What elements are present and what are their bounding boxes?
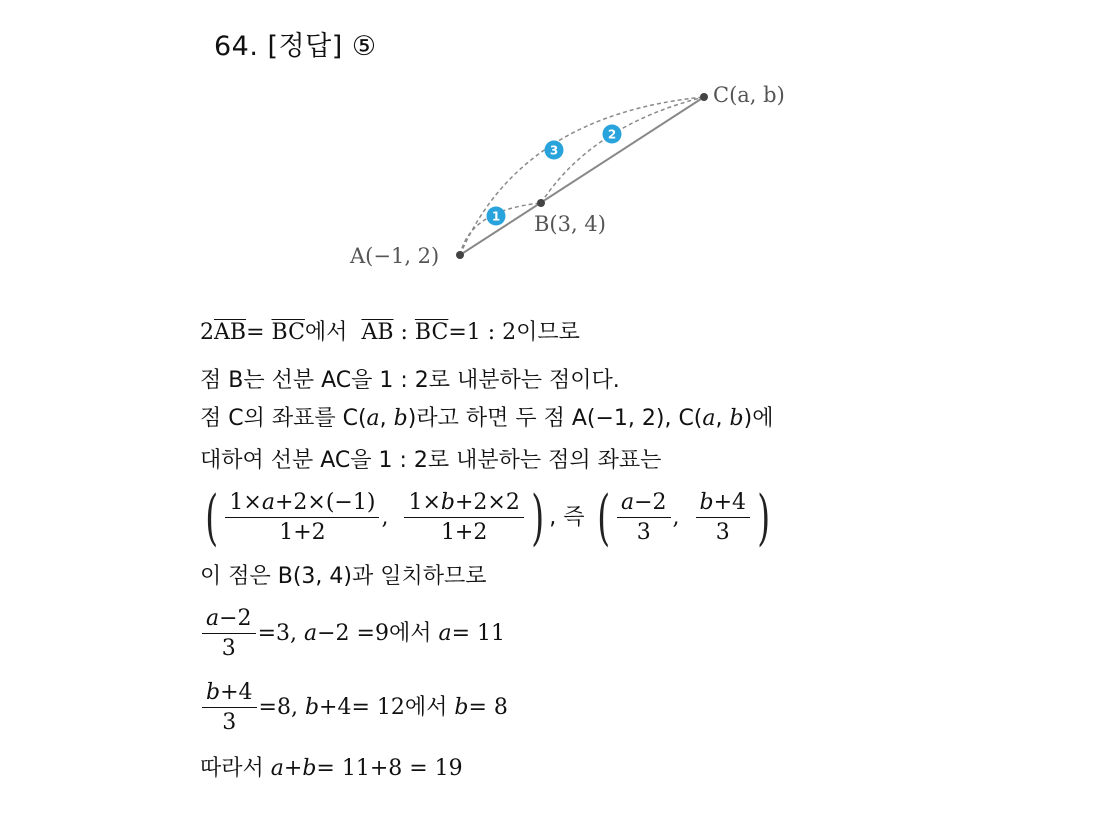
badge-3 — [545, 141, 564, 160]
svg-text:1: 1 — [491, 209, 501, 224]
svg-text:2: 2 — [607, 127, 617, 142]
fraction-x-coordinate: $\frac{1\times a+2\times(-1)}{1+2}$ — [225, 492, 379, 544]
internal-division-diagram — [330, 70, 810, 280]
badge-1 — [487, 207, 506, 226]
line-ratio-statement: $2\overline{AB}= \overline{BC}$에서 $\overline{AB}$ : $\overline{BC}=1$ : 2이므로 — [200, 320, 580, 345]
point-b-dot — [537, 199, 545, 207]
line-solve-a: $\frac{a-2}{3}$ =3, a−2 =9에서 a= 11 — [200, 608, 505, 660]
segment-bc-overline: $\overline{BC}$ — [271, 320, 305, 345]
label-point-a: A(−1, 2) — [350, 244, 440, 268]
label-point-c: C(a, b) — [713, 83, 785, 107]
point-c-dot — [700, 93, 708, 101]
problem-header: 64. [정답] ⑤ — [214, 31, 377, 62]
line-coordinates-setup: 점 C의 좌표를 C(a, b)라고 하면 두 점 A(−1, 2), C(a, b)에 — [200, 406, 774, 431]
line-division-formula: ( $\frac{1\times a+2\times(-1)}{1+2}$ , $\frac{1\times b+2\times 2}{1+2}$ ) , 즉 ( $\frac{a-2}{3}$ , $\frac{b+4}{3}$ ) — [205, 483, 771, 553]
fraction-y-coordinate: $\frac{1\times b+2\times 2}{1+2}$ — [404, 492, 523, 544]
fraction-a: $\frac{a-2}{3}$ — [202, 608, 256, 660]
line-formula-intro: 대하여 선분 AC을 1 : 2로 내분하는 점의 좌표는 — [200, 448, 662, 473]
line-coincide-b: 이 점은 B(3, 4)과 일치하므로 — [200, 564, 487, 589]
svg-text:3: 3 — [549, 143, 559, 158]
line-final-answer: 따라서 a+b= 11+8 = 19 — [200, 756, 463, 781]
fraction-simplified-x: $\frac{a-2}{3}$ — [617, 492, 671, 544]
line-internal-division: 점 B는 선분 AC을 1 : 2로 내분하는 점이다. — [200, 368, 620, 393]
fraction-simplified-y: $\frac{b+4}{3}$ — [696, 492, 751, 544]
segment-ab-overline: $\overline{AB}$ — [214, 320, 247, 345]
fraction-b: $\frac{b+4}{3}$ — [202, 682, 257, 734]
line-solve-b: $\frac{b+4}{3}$ =8, b+4= 12에서 b= 8 — [200, 682, 508, 734]
label-point-b: B(3, 4) — [534, 212, 606, 236]
badge-2 — [603, 125, 622, 144]
point-a-dot — [456, 251, 464, 259]
